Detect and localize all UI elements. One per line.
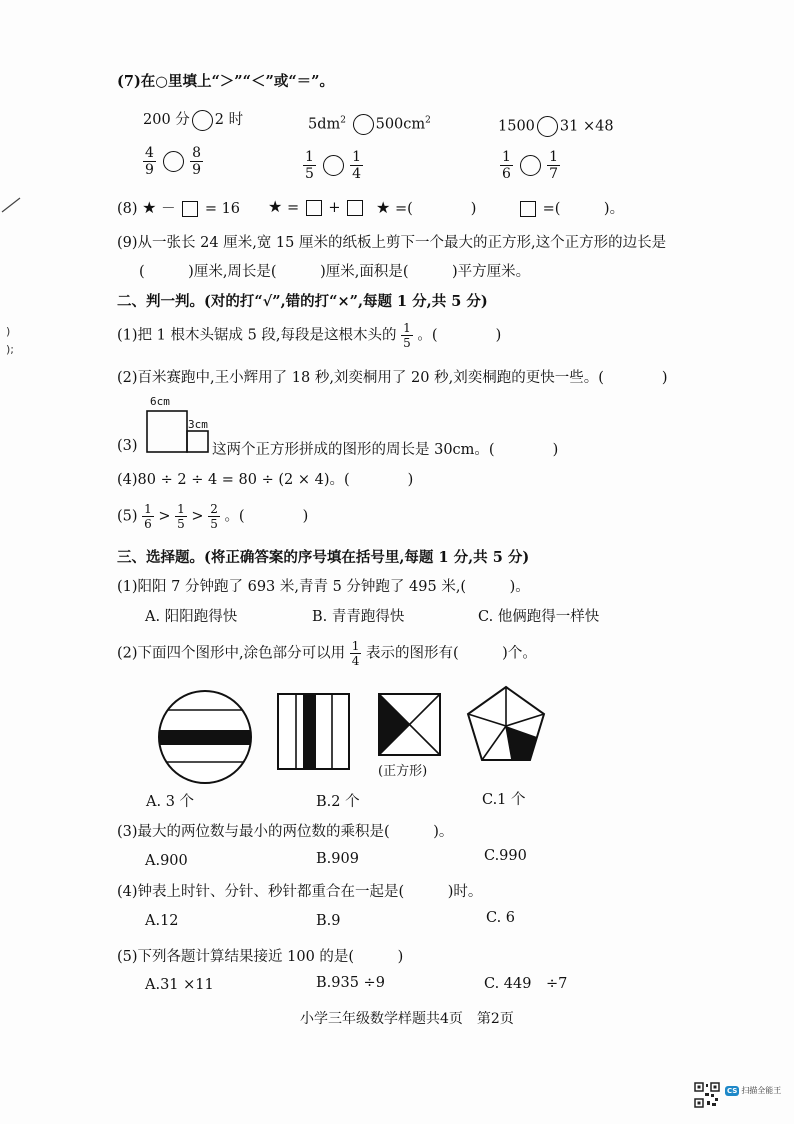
sec3-q4-option-c: C. 6 xyxy=(486,910,516,926)
q8-label: (8) xyxy=(117,201,138,217)
fraction: $\frac{4}{9}$ xyxy=(145,145,154,178)
answer-blank[interactable]: 表示的图形有( )个。 xyxy=(366,645,537,662)
circle-shaded-band xyxy=(156,730,256,745)
sec3-q3-option-b: B.909 xyxy=(316,851,359,867)
answer-circle[interactable] xyxy=(353,114,374,135)
fraction: $\frac{1}{5}$ xyxy=(177,502,185,531)
margin-pen-stroke xyxy=(0,195,24,215)
superscript: 2 xyxy=(425,115,431,126)
sec3-q1-option-a: A. 阳阳跑得快 xyxy=(145,609,238,625)
scanner-badge: CS xyxy=(727,1086,738,1095)
fraction: $\frac{8}{9}$ xyxy=(192,145,202,178)
q9-line-2[interactable]: ( )厘米,周长是( )厘米,面积是( )平方厘米。 xyxy=(139,264,531,280)
answer-circle[interactable] xyxy=(192,110,213,131)
q7-fraction-compare-2 xyxy=(303,150,363,181)
sec2-q3-label: (3) xyxy=(117,438,138,454)
answer-blank[interactable]: 。( ) xyxy=(417,327,502,344)
circle-stripe-figure xyxy=(156,688,256,788)
q7-left: 200 分 xyxy=(143,112,190,128)
minus-sign: － xyxy=(161,201,176,217)
big-square-label: 6cm xyxy=(150,395,170,408)
q7-right: 2 时 xyxy=(214,112,244,128)
square-box xyxy=(306,200,322,216)
sec3-q3[interactable]: (3)最大的两位数与最小的两位数的乘积是( )。 xyxy=(117,824,454,840)
answer-circle[interactable] xyxy=(323,155,344,176)
margin-mark: ) xyxy=(6,325,11,338)
fraction: $\frac{2}{5}$ xyxy=(210,502,218,531)
square-box xyxy=(182,201,198,217)
fraction: $\frac{1}{7}$ xyxy=(549,149,559,182)
sec3-q2-option-b: B.2 个 xyxy=(316,794,360,810)
sec3-q2 xyxy=(117,640,537,667)
fraction: $\frac{1}{5}$ xyxy=(305,149,314,182)
sec3-q3-option-a: A.900 xyxy=(145,853,188,869)
sec2-q5 xyxy=(117,503,308,530)
q8-star-answer[interactable] xyxy=(376,197,476,218)
section-2-title: 二、判一判。(对的打“√”,错的打“×”,每题 1 分,共 5 分) xyxy=(117,293,488,310)
page-footer: 小学三年级数学样题共4页 第2页 xyxy=(300,1011,514,1027)
answer-circle[interactable] xyxy=(537,116,558,137)
q8-square-answer[interactable] xyxy=(518,197,624,218)
sec3-q4[interactable]: (4)钟表上时针、分针、秒针都重合在一起是( )时。 xyxy=(117,884,483,900)
small-square-label: 3cm xyxy=(188,418,208,431)
sec2-q5-label: (5) xyxy=(117,508,138,525)
equals-sign: = xyxy=(286,200,300,216)
sec3-q1-option-c: C. 他俩跑得一样快 xyxy=(478,609,600,625)
two-squares-figure xyxy=(146,410,214,454)
square-box xyxy=(520,201,536,217)
sec3-q4-option-b: B.9 xyxy=(316,913,341,929)
sec3-q2-option-c: C.1 个 xyxy=(482,792,526,808)
scanner-watermark xyxy=(725,1085,781,1096)
q7-fraction-compare-1 xyxy=(143,146,203,177)
scanner-name: 扫描全能王 xyxy=(741,1086,782,1095)
plus-sign: + xyxy=(328,200,341,216)
star-icon: ★ xyxy=(376,198,391,217)
pentagon-figure xyxy=(466,684,548,764)
sec2-q4[interactable]: (4)80 ÷ 2 ÷ 4 = 80 ÷ (2 × 4)。( ) xyxy=(117,472,414,488)
fraction: $\frac{1}{6}$ xyxy=(502,149,511,182)
small-square xyxy=(187,431,208,452)
sec2-q2[interactable]: (2)百米赛跑中,王小辉用了 18 秒,刘奕桐用了 20 秒,刘奕桐跑的更快一些。( ) xyxy=(117,370,668,386)
square-box xyxy=(347,200,363,216)
star-icon: ★ xyxy=(268,197,283,216)
q7-compare-1 xyxy=(143,108,243,131)
star-icon: ★ xyxy=(142,198,157,217)
q7-title: (7)在○里填上“＞”“＜”或“＝”。 xyxy=(117,73,335,90)
answer-circle[interactable] xyxy=(163,151,184,172)
answer-blank[interactable]: 。( ) xyxy=(224,508,309,525)
big-square xyxy=(147,411,187,452)
qr-code-icon xyxy=(694,1082,720,1108)
q7-fraction-compare-3 xyxy=(500,150,560,181)
margin-mark: ); xyxy=(6,343,14,356)
square-diagonals-figure xyxy=(378,693,442,757)
answer-blank[interactable]: =( )。 xyxy=(542,201,625,217)
answer-circle[interactable] xyxy=(520,155,541,176)
q7-compare-2 xyxy=(308,114,431,135)
sec3-q2-text: (2)下面四个图形中,涂色部分可以用 xyxy=(117,645,346,662)
q7-right: 500cm xyxy=(375,116,426,133)
sec3-q1-option-b: B. 青青跑得快 xyxy=(312,609,405,625)
sec3-q5-option-c: C. 449 ÷7 xyxy=(484,976,568,992)
q8-row xyxy=(117,197,240,218)
q8-equals: = 16 xyxy=(204,201,241,217)
q7-left: 1500 xyxy=(498,118,535,135)
sec3-q5[interactable]: (5)下列各题计算结果接近 100 的是( ) xyxy=(117,949,404,965)
q8-sum-row xyxy=(268,197,365,216)
sec3-q1[interactable]: (1)阳阳 7 分钟跑了 693 米,青青 5 分钟跑了 495 米,( )。 xyxy=(117,579,530,595)
superscript: 2 xyxy=(340,115,346,126)
greater-than: > xyxy=(191,508,204,525)
sec2-q3-text[interactable]: 这两个正方形拼成的图形的周长是 30cm。( ) xyxy=(212,442,559,458)
sec3-q5-option-a: A.31 ×11 xyxy=(145,977,214,993)
greater-than: > xyxy=(158,508,171,525)
rectangle-shaded-strip xyxy=(303,694,316,769)
fraction: $\frac{1}{4}$ xyxy=(351,639,360,668)
sec3-q3-option-c: C.990 xyxy=(484,848,527,864)
q7-right: 31 ×48 xyxy=(559,118,614,135)
answer-blank[interactable]: =( ) xyxy=(394,201,477,217)
sec3-q2-option-a: A. 3 个 xyxy=(146,794,195,810)
q7-compare-3 xyxy=(498,116,614,137)
q7-left: 5dm xyxy=(308,116,341,133)
fraction: $\frac{1}{6}$ xyxy=(144,502,152,531)
fraction: $\frac{1}{4}$ xyxy=(352,149,362,182)
sec2-q1 xyxy=(117,322,501,349)
sec3-q4-option-a: A.12 xyxy=(145,913,179,929)
q9-line-1: (9)从一张长 24 厘米,宽 15 厘米的纸板上剪下一个最大的正方形,这个正方形的边长是 xyxy=(117,235,667,251)
square-caption: (正方形) xyxy=(378,764,428,779)
sec2-q1-text: (1)把 1 根木头锯成 5 段,每段是这根木头的 xyxy=(117,327,397,344)
fraction: $\frac{1}{5}$ xyxy=(403,321,411,350)
sec3-q5-option-b: B.935 ÷9 xyxy=(316,975,385,991)
section-3-title: 三、选择题。(将正确答案的序号填在括号里,每题 1 分,共 5 分) xyxy=(117,549,530,566)
striped-rectangle-figure xyxy=(277,693,351,771)
